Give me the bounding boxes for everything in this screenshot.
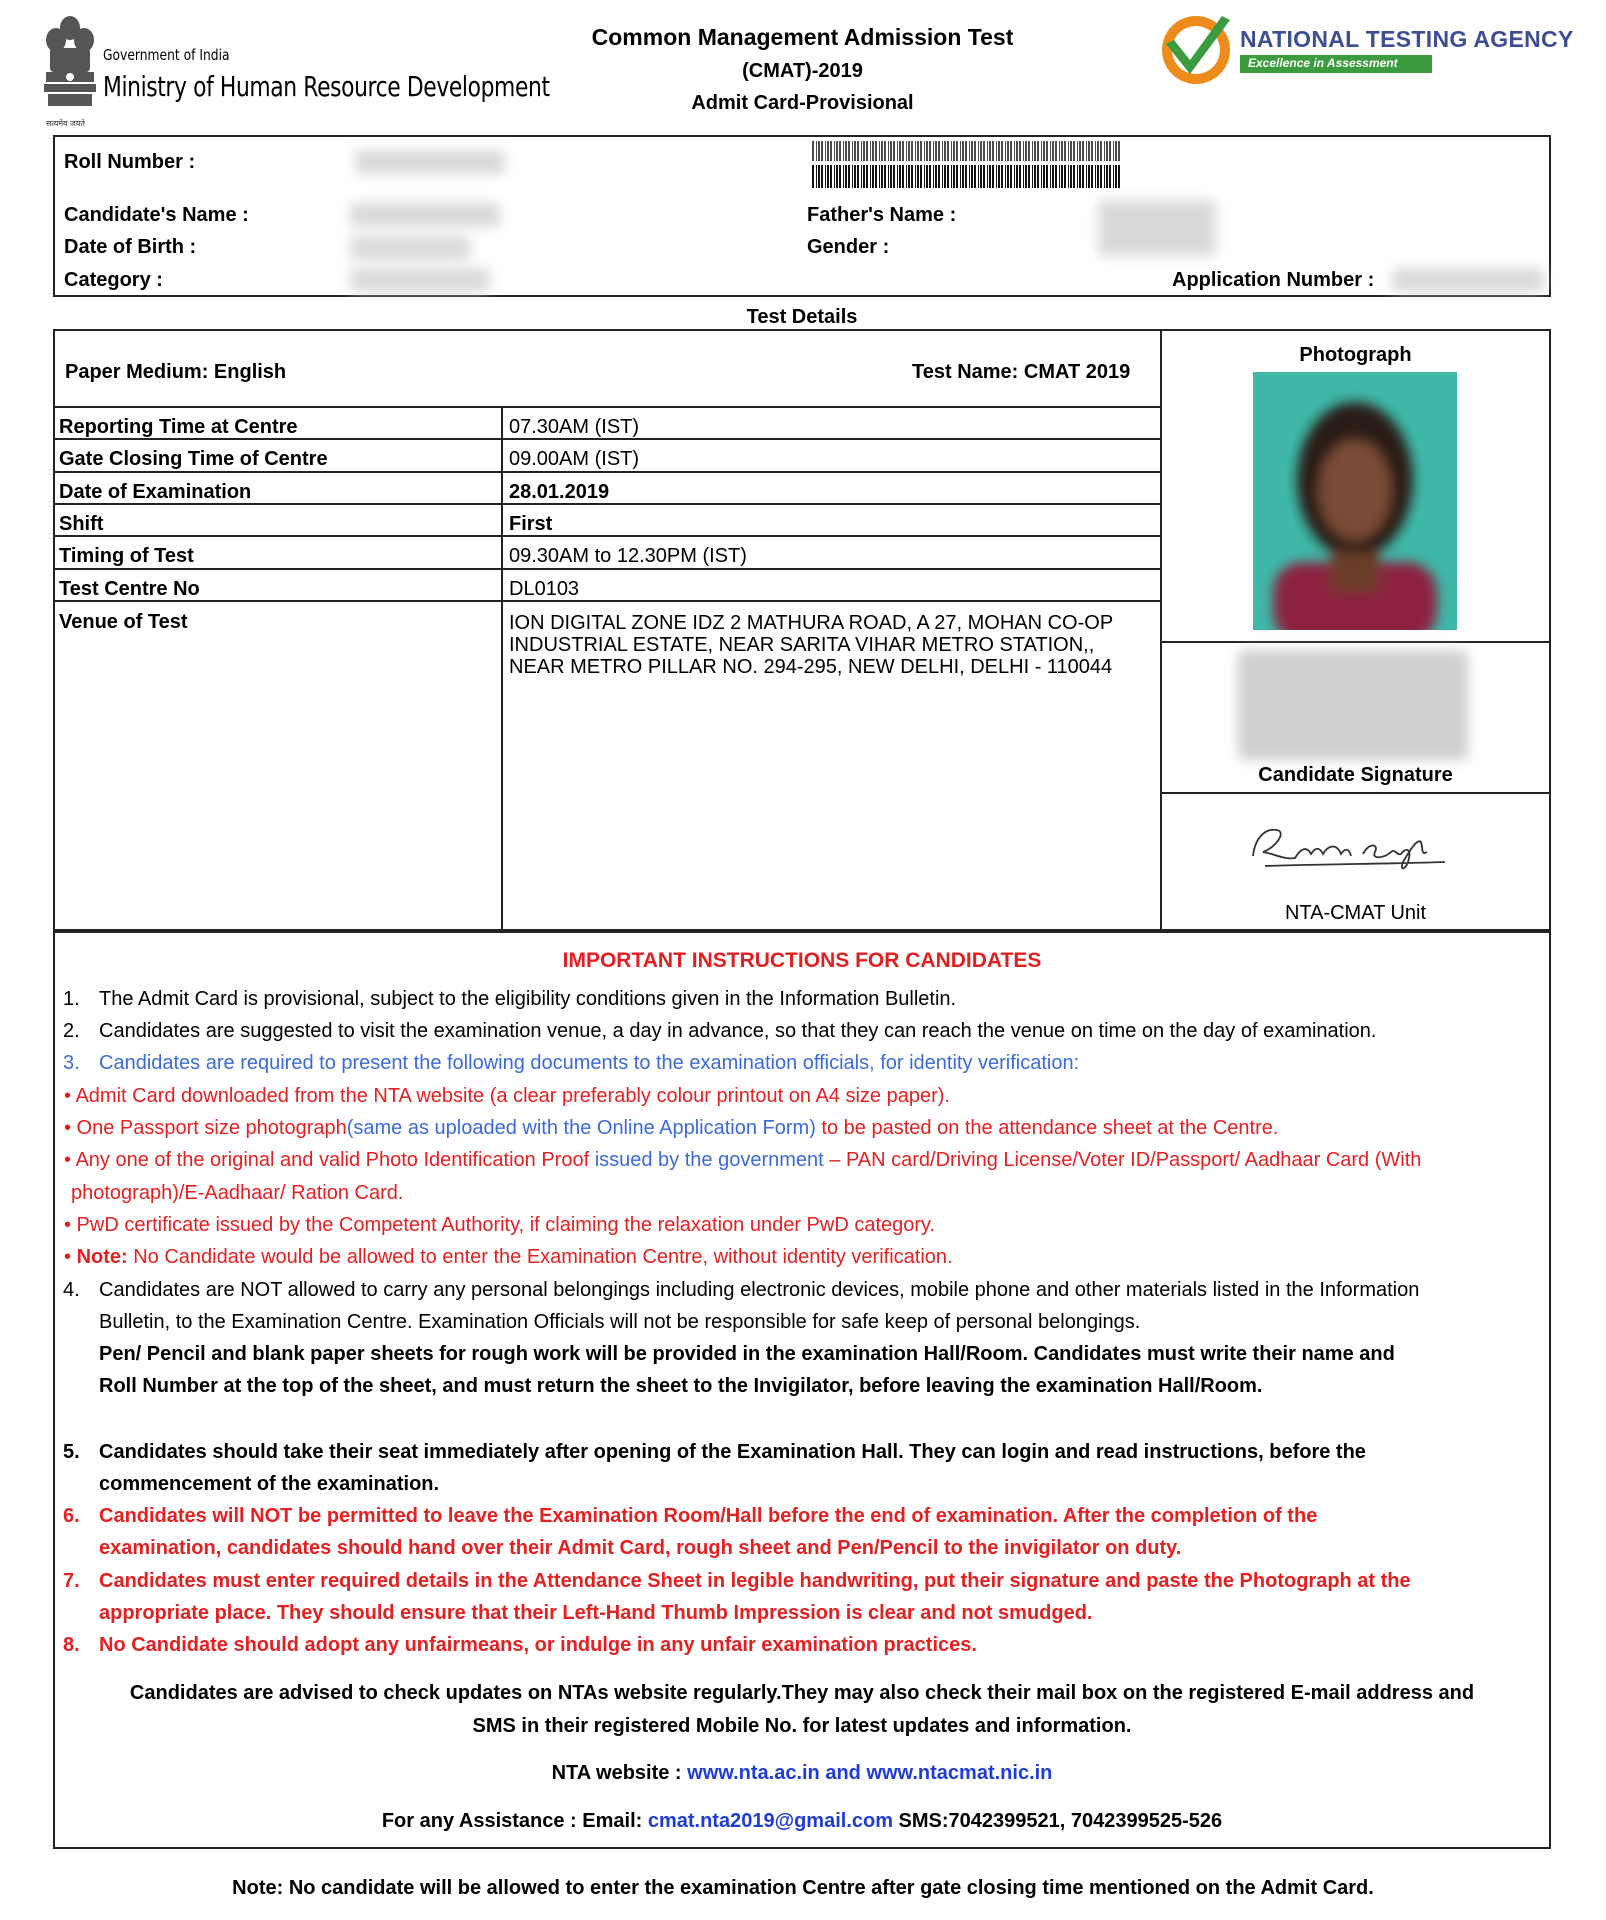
table-row-label: Timing of Test bbox=[59, 545, 194, 567]
emblem-motto-text: सत्यमेव जयते bbox=[46, 119, 85, 128]
table-row-label: Gate Closing Time of Centre bbox=[59, 448, 328, 470]
bullet-text: Note: bbox=[76, 1246, 128, 1268]
footer-note: Note: No candidate will be allowed to enter the examination Centre after gate closing time mentioned on the Admit Card. bbox=[232, 1877, 1374, 1899]
exam-subtitle: (CMAT)-2019 bbox=[742, 60, 863, 82]
photo-section-divider bbox=[1160, 641, 1551, 643]
exam-title: Common Management Admission Test bbox=[591, 24, 1014, 50]
nta-website-label: NTA website : bbox=[551, 1762, 688, 1784]
father-name-label: Father's Name : bbox=[807, 204, 957, 226]
bullet-text: • Any one of the original and valid Photo Identification Proof bbox=[64, 1149, 595, 1171]
instruction-number: 7. bbox=[63, 1570, 80, 1592]
instruction-4-line-4: Roll Number at the top of the sheet, and must return the sheet to the Invigilator, before leaving the examination Hall/Room. bbox=[99, 1375, 1263, 1397]
document-bullet-photo-id bbox=[64, 1147, 1421, 1173]
candidate-signature-label: Candidate Signature bbox=[1258, 764, 1453, 786]
signature-section-divider bbox=[1160, 792, 1551, 794]
bullet-text: issued by the government bbox=[594, 1149, 824, 1171]
document-bullet-pwd: • PwD certificate issued by the Competent Authority, if claiming the relaxation under PwD category. bbox=[64, 1214, 936, 1236]
table-row-value: 28.01.2019 bbox=[509, 481, 610, 503]
assistance-sms: SMS:7042399521, 7042399525-526 bbox=[893, 1810, 1223, 1832]
government-of-india-text: Government of India bbox=[103, 46, 230, 64]
table-row-divider bbox=[53, 600, 1161, 602]
dob-value-redacted bbox=[350, 236, 470, 260]
table-row-value: 09.30AM to 12.30PM (IST) bbox=[509, 545, 747, 567]
instruction-5-line-2: commencement of the examination. bbox=[99, 1473, 440, 1495]
admit-card-title: Admit Card-Provisional bbox=[691, 92, 914, 114]
advice-line-2: SMS in their registered Mobile No. for latest updates and information. bbox=[472, 1715, 1132, 1737]
candidate-signature-redacted bbox=[1238, 650, 1468, 760]
bullet-text: No Candidate would be allowed to enter the Examination Centre, without identity verification. bbox=[127, 1246, 953, 1268]
instruction-text: Candidates are NOT allowed to carry any personal belongings including electronic devices, mobile phone and other materials listed in the Information bbox=[99, 1279, 1420, 1301]
bullet-text: to be pasted on the attendance sheet at the Centre. bbox=[815, 1117, 1279, 1139]
dob-label: Date of Birth : bbox=[64, 236, 197, 258]
instruction-number: 2. bbox=[63, 1020, 80, 1042]
paper-medium: Paper Medium: English bbox=[65, 361, 287, 383]
instruction-number: 4. bbox=[63, 1279, 80, 1301]
photograph-label: Photograph bbox=[1299, 344, 1412, 366]
document-bullet-admit-card: • Admit Card downloaded from the NTA website (a clear preferably colour printout on A4 size paper). bbox=[64, 1085, 950, 1107]
document-bullet-note bbox=[64, 1244, 953, 1270]
table-row-label: Date of Examination bbox=[59, 481, 252, 503]
nta-website-line bbox=[53, 1760, 1551, 1786]
category-label: Category : bbox=[64, 269, 163, 291]
table-row-label: Shift bbox=[59, 513, 104, 535]
photo-column-divider bbox=[1160, 329, 1162, 931]
instruction-number: 5. bbox=[63, 1441, 80, 1463]
instruction-text: Candidates are suggested to visit the examination venue, a day in advance, so that they can reach the venue on time on the day of examination. bbox=[99, 1020, 1377, 1042]
table-row-value: DL0103 bbox=[509, 578, 580, 600]
table-row-divider bbox=[53, 471, 1161, 473]
nta-name: NATIONAL TESTING AGENCY bbox=[1240, 26, 1574, 52]
bullet-text: (same as uploaded with the Online Application Form) bbox=[346, 1117, 816, 1139]
document-bullet-photograph bbox=[64, 1115, 1278, 1141]
assistance-label: For any Assistance : Email: bbox=[381, 1810, 648, 1832]
instruction-number: 1. bbox=[63, 988, 80, 1010]
table-row-divider bbox=[53, 535, 1161, 537]
venue-value: ION DIGITAL ZONE IDZ 2 MATHURA ROAD, A 27, MOHAN CO-OP INDUSTRIAL ESTATE, NEAR SARITA VIHAR METRO STATION,, NEAR METRO PILLAR NO. 294-295, NEW DELHI, DELHI - 110044 bbox=[509, 612, 1113, 678]
ministry-name-text: Ministry of Human Resource Development bbox=[103, 70, 550, 103]
candidate-name-label: Candidate's Name : bbox=[64, 204, 249, 226]
application-number-value-redacted bbox=[1392, 268, 1544, 292]
instruction-6-line-2: examination, candidates should hand over their Admit Card, rough sheet and Pen/Pencil to the invigilator on duty. bbox=[99, 1537, 1182, 1559]
table-row-value: 09.00AM (IST) bbox=[509, 448, 640, 470]
instruction-4-line-3: Pen/ Pencil and blank paper sheets for rough work will be provided in the examination Hall/Room. Candidates must write their name and bbox=[99, 1343, 1395, 1365]
venue-label: Venue of Test bbox=[59, 611, 188, 633]
bullet-text: • bbox=[64, 1246, 77, 1268]
barcode-icon bbox=[812, 141, 1122, 188]
instruction-text: The Admit Card is provisional, subject to the eligibility conditions given in the Information Bulletin. bbox=[99, 988, 957, 1010]
test-name: Test Name: CMAT 2019 bbox=[912, 361, 1131, 383]
instruction-text: No Candidate should adopt any unfairmeans, or indulge in any unfair examination practices. bbox=[99, 1634, 977, 1656]
roll-number-label: Roll Number : bbox=[64, 151, 196, 173]
document-bullet-photo-id-continued: photograph)/E-Aadhaar/ Ration Card. bbox=[71, 1182, 404, 1204]
table-row-label: Test Centre No bbox=[59, 578, 200, 600]
bullet-text: • One Passport size photograph bbox=[64, 1117, 347, 1139]
assistance-line bbox=[53, 1808, 1551, 1834]
candidate-photo bbox=[1253, 372, 1457, 630]
bullet-text: – PAN card/Driving License/Voter ID/Passport/ Aadhaar Card (With bbox=[823, 1149, 1422, 1171]
instruction-number: 6. bbox=[63, 1505, 80, 1527]
instruction-7-line-2: appropriate place. They should ensure that their Left-Hand Thumb Impression is clear and not smudged. bbox=[99, 1602, 1093, 1624]
instruction-text: Candidates must enter required details in the Attendance Sheet in legible handwriting, put their signature and paste the Photograph at the bbox=[99, 1570, 1411, 1592]
instruction-number: 8. bbox=[63, 1634, 80, 1656]
category-value-redacted bbox=[350, 268, 490, 292]
table-column-divider bbox=[501, 406, 503, 931]
candidate-name-value-redacted bbox=[350, 203, 500, 227]
instruction-number: 3. bbox=[63, 1052, 80, 1074]
instruction-4-line-2: Bulletin, to the Examination Centre. Examination Officials will not be responsible for safe keep of personal belongings. bbox=[99, 1311, 1141, 1333]
instruction-text: Candidates will NOT be permitted to leave the Examination Room/Hall before the end of examination. After the completion of the bbox=[99, 1505, 1318, 1527]
nta-website-links[interactable]: www.nta.ac.in and www.ntacmat.nic.in bbox=[687, 1762, 1053, 1784]
nta-unit-label: NTA-CMAT Unit bbox=[1284, 902, 1427, 924]
nta-logo-icon bbox=[1160, 14, 1232, 86]
test-details-heading: Test Details bbox=[746, 306, 858, 328]
father-name-value-redacted bbox=[1098, 200, 1216, 256]
table-row-value: First bbox=[509, 513, 553, 535]
application-number-label: Application Number : bbox=[1172, 269, 1375, 291]
nta-tagline: Excellence in Assessment bbox=[1240, 55, 1432, 73]
table-row-value: 07.30AM (IST) bbox=[509, 416, 640, 438]
instruction-text: Candidates are required to present the following documents to the examination officials, for identity verification: bbox=[99, 1052, 1080, 1074]
instructions-title: IMPORTANT INSTRUCTIONS FOR CANDIDATES bbox=[562, 949, 1042, 972]
nta-unit-signature bbox=[1245, 808, 1455, 878]
instruction-text: Candidates should take their seat immediately after opening of the Examination Hall. They can login and read instructions, before the bbox=[99, 1441, 1366, 1463]
assistance-email-link[interactable]: cmat.nta2019@gmail.com bbox=[647, 1810, 893, 1832]
table-row-divider bbox=[53, 406, 1161, 408]
roll-number-value-redacted bbox=[355, 150, 505, 174]
gender-label: Gender : bbox=[807, 236, 890, 258]
table-row-divider bbox=[53, 568, 1161, 570]
table-row-label: Reporting Time at Centre bbox=[59, 416, 298, 438]
advice-line-1: Candidates are advised to check updates on NTAs website regularly.They may also check their mail box on the registered E-mail address and bbox=[129, 1682, 1475, 1704]
ashoka-emblem-icon bbox=[38, 14, 102, 126]
